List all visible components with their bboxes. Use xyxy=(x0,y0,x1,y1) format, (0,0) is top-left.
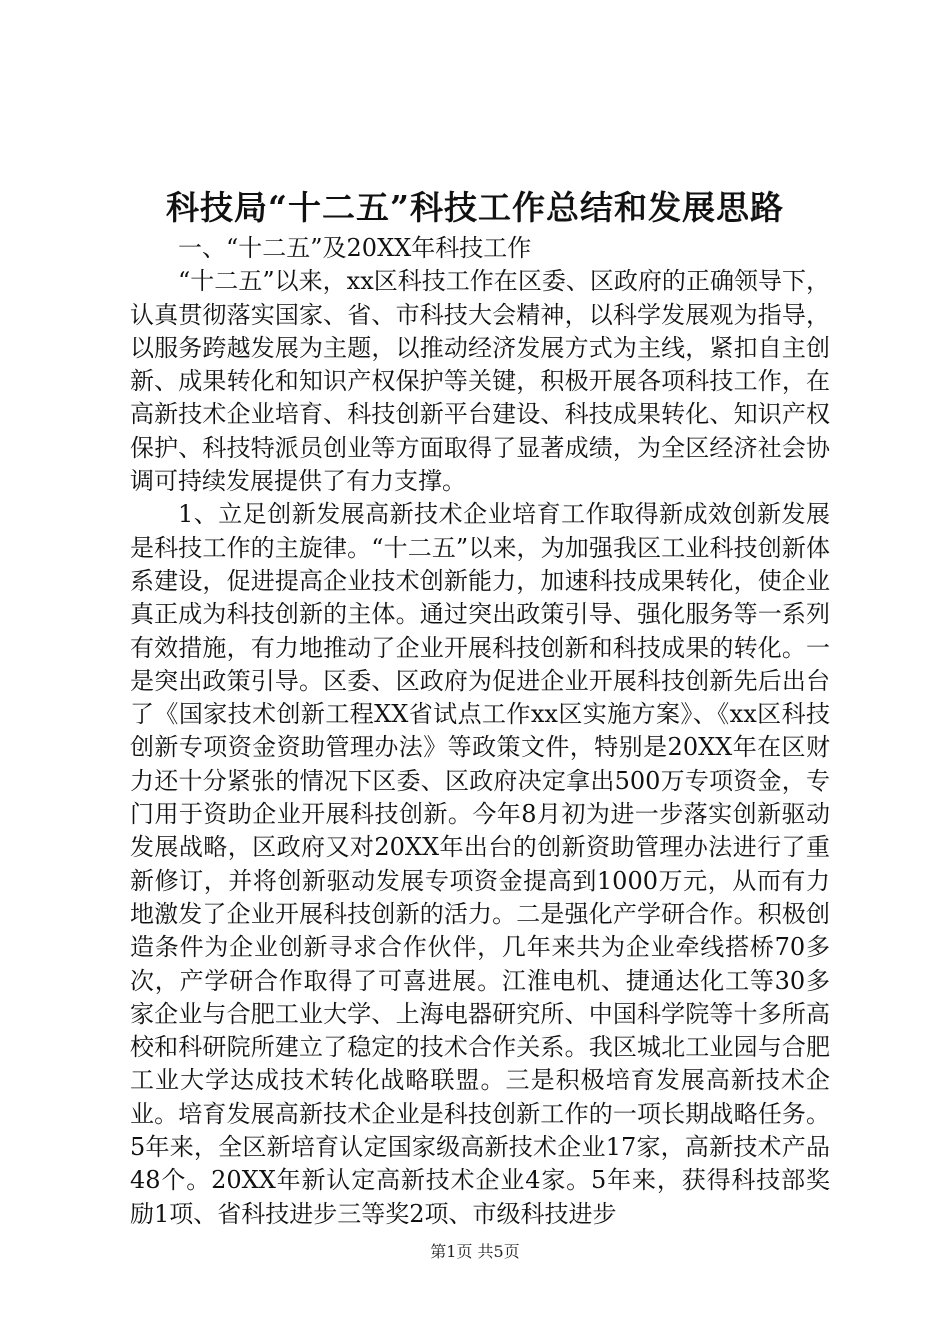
paragraph: 1、立足创新发展高新技术企业培育工作取得新成效创新发展是科技工作的主旋律。“十二五”以来，为加强我区工业科技创新体系建设，促进提高企业技术创新能力，加速科技成果转化，使企业真正成为科技创新的主体。通过突出政策引导、强化服务等一系列有效措施，有力地推动了企业开展科技创新和科技成果的转化。一是突出政策引导。区委、区政府为促进企业开展科技创新先后出台了《国家技术创新工程XX省试点工作xx区实施方案》、《xx区科技创新专项资金资助管理办法》等政策文件，特别是20XX年在区财力还十分紧张的情况下区委、区政府决定拿出500万专项资金，专门用于资助企业开展科技创新。今年8月初为进一步落实创新驱动发展战略，区政府又对20XX年出台的创新资助管理办法进行了重新修订，并将创新驱动发展专项资金提高到1000万元，从而有力地激发了企业开展科技创新的活力。二是强化产学研合作。积极创造条件为企业创新寻求合作伙伴，几年来共为企业牵线搭桥70多次，产学研合作取得了可喜进展。江淮电机、捷通达化工等30多家企业与合肥工业大学、上海电器研究所、中国科学院等十多所高校和科研院所建立了稳定的技术合作关系。我区城北工业园与合肥工业大学达成技术转化战略联盟。三是积极培育发展高新技术企业。培育发展高新技术企业是科技创新工作的一项长期战略任务。5年来，全区新培育认定国家级高新技术企业17家，高新技术产品48个。20XX年新认定高新技术企业4家。5年来，获得科技部奖励1项、省科技进步三等奖2项、市级科技进步 xyxy=(130,500,830,1228)
page-number-footer: 第1页 共5页 xyxy=(430,1242,520,1261)
section-heading: 一、“十二五”及20XX年科技工作 xyxy=(178,234,532,262)
document-body xyxy=(130,232,830,1231)
document-title: 科技局“十二五”科技工作总结和发展思路 xyxy=(166,188,784,227)
paragraph: “十二五”以来，xx区科技工作在区委、区政府的正确领导下，认真贯彻落实国家、省、市科技大会精神，以科学发展观为指导，以服务跨越发展为主题，以推动经济发展方式为主线，紧扣自主创新、成果转化和知识产权保护等关键，积极开展各项科技工作，在高新技术企业培育、科技创新平台建设、科技成果转化、知识产权保护、科技特派员创业等方面取得了显著成绩，为全区经济社会协调可持续发展提供了有力支撑。 xyxy=(130,267,830,496)
